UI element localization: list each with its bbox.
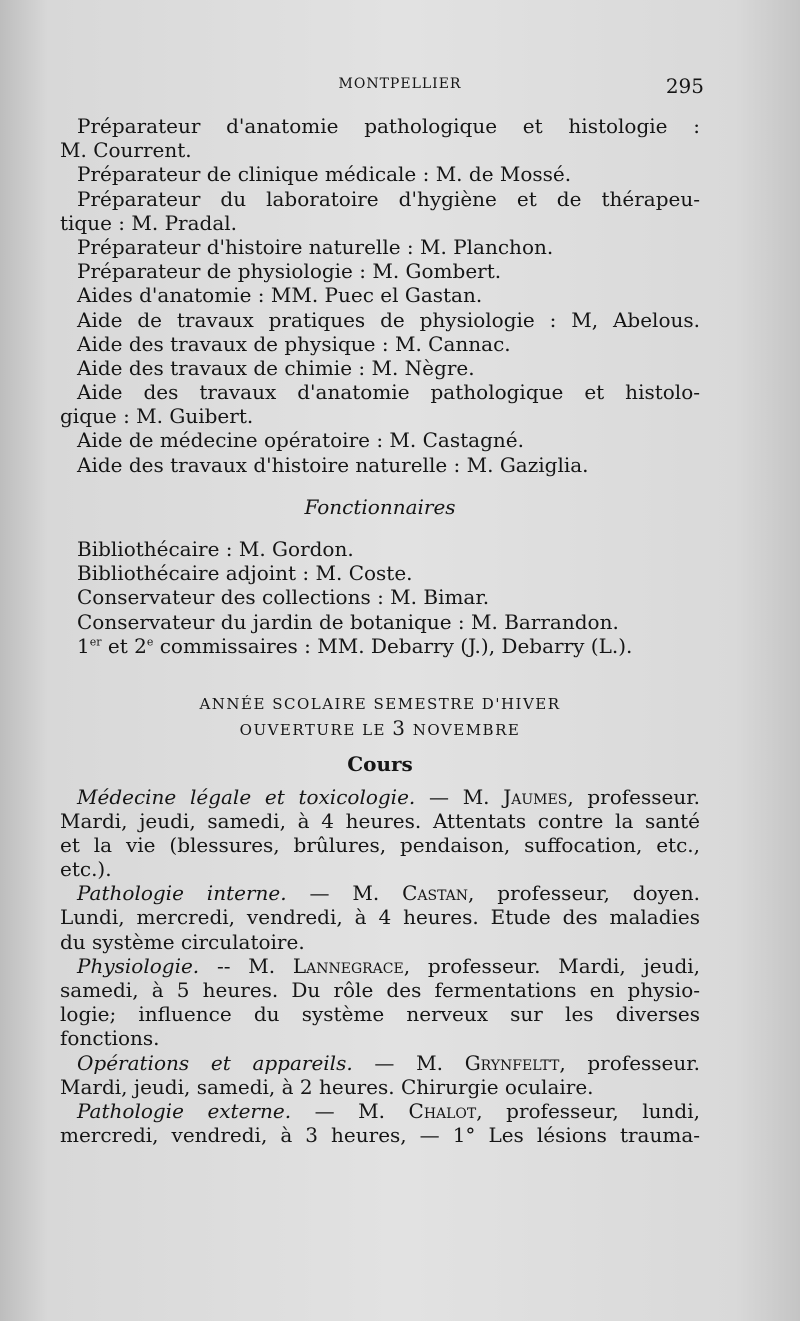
- staff-line: Préparateur d'anatomie pathologique et histologie :: [77, 114, 700, 138]
- staff-line: Aide des travaux de chimie : M. Nègre.: [77, 355, 475, 380]
- course-entry: [60, 1099, 700, 1147]
- course-subject: Pathologie externe.: [77, 1098, 292, 1123]
- year-heading: ANNÉE SCOLAIRE SEMESTRE D'HIVER: [199, 694, 561, 713]
- course-entry: [60, 881, 700, 954]
- staff-line: Aide des travaux d'anatomie pathologique et histolo-: [77, 380, 700, 405]
- page-body: [60, 114, 700, 1147]
- staff-line: Aides d'anatomie : MM. Puec el Gastan.: [77, 283, 483, 308]
- running-head: MONTPELLIER: [338, 76, 462, 92]
- course-text: et la vie (blessures, brûlures, pendaison, suffocation, etc.,: [60, 832, 700, 857]
- course-entry: [60, 954, 700, 1051]
- professor-name: Lannegrace: [292, 953, 404, 978]
- staff-line: Préparateur du laboratoire d'hygiène et de thérapeu-: [77, 186, 700, 211]
- fonctionnaire-line: Bibliothécaire : M. Gordon.: [77, 537, 354, 561]
- course-text: Mardi, jeudi, samedi, à 2 heures. Chirurgie oculaire.: [60, 1074, 594, 1099]
- course-text: mercredi, vendredi, à 3 heures, — 1° Les lésions trauma-: [60, 1123, 700, 1148]
- professor-name: Chalot: [408, 1098, 477, 1123]
- course-entry: [60, 1051, 700, 1099]
- professor-name: Grynfeltt: [464, 1050, 560, 1075]
- course-heading: Physiologie. -- M. Lannegrace, professeur. Mardi, jeudi,: [77, 953, 700, 978]
- course-text: du système circulatoire.: [60, 929, 305, 954]
- staff-line: Aide des travaux d'histoire naturelle : M. Gaziglia.: [77, 452, 589, 477]
- course-heading: Opérations et appareils. — M. Grynfeltt, professeur.: [77, 1050, 700, 1075]
- staff-line: Préparateur de physiologie : M. Gombert.: [77, 259, 502, 284]
- opening-date: OUVERTURE LE 3 NOVEMBRE: [239, 716, 521, 741]
- course-heading: Médecine légale et toxicologie. — M. Jaumes, professeur.: [77, 784, 700, 809]
- staff-line: Préparateur d'histoire naturelle : M. Planchon.: [77, 234, 554, 259]
- staff-line: Aide des travaux de physique : M. Cannac.: [77, 331, 511, 356]
- professor-name: Jaumes: [503, 784, 568, 809]
- course-subject: Médecine légale et toxicologie.: [77, 784, 416, 809]
- course-text: etc.).: [60, 857, 112, 882]
- page-number: 295: [665, 74, 704, 98]
- staff-line: Aide de travaux pratiques de physiologie : M, Abelous.: [77, 307, 700, 332]
- course-subject: Opérations et appareils.: [77, 1050, 353, 1075]
- course-text: Lundi, mercredi, vendredi, à 4 heures. Etude des maladies: [60, 905, 700, 930]
- staff-line: M. Courrent.: [60, 138, 192, 163]
- staff-line: Préparateur de clinique médicale : M. de Mossé.: [77, 162, 572, 187]
- course-heading: Pathologie interne. — M. Castan, professeur, doyen.: [77, 881, 700, 906]
- section-heading-fonctionnaires: Fonctionnaires: [304, 494, 456, 519]
- course-text: Mardi, jeudi, samedi, à 4 heures. Attentats contre la santé: [60, 808, 700, 833]
- course-subject: Physiologie.: [77, 953, 200, 978]
- fonctionnaire-line: Conservateur des collections : M. Bimar.: [77, 585, 490, 610]
- section-heading-cours: Cours: [347, 752, 413, 777]
- course-entry: [60, 785, 700, 882]
- staff-line: gique : M. Guibert.: [60, 404, 254, 429]
- fonctionnaire-line: Conservateur du jardin de botanique : M. Barrandon.: [77, 609, 619, 634]
- course-heading: Pathologie externe. — M. Chalot, professeur, lundi,: [77, 1098, 700, 1123]
- fonctionnaire-line: Bibliothécaire adjoint : M. Coste.: [77, 561, 413, 586]
- course-text: fonctions.: [60, 1026, 160, 1051]
- staff-line: Aide de médecine opératoire : M. Castagné.: [77, 428, 524, 453]
- page-header: [0, 74, 800, 100]
- staff-line: tique : M. Pradal.: [60, 210, 238, 235]
- commissaires-line: 1er et 2e commissaires : MM. Debarry (J.), Debarry (L.).: [77, 633, 633, 658]
- course-text: samedi, à 5 heures. Du rôle des fermentations en physio-: [60, 978, 700, 1002]
- course-text: logie; influence du système nerveux sur les diverses: [60, 1002, 700, 1027]
- professor-name: Castan: [402, 881, 469, 906]
- course-subject: Pathologie interne.: [77, 881, 287, 906]
